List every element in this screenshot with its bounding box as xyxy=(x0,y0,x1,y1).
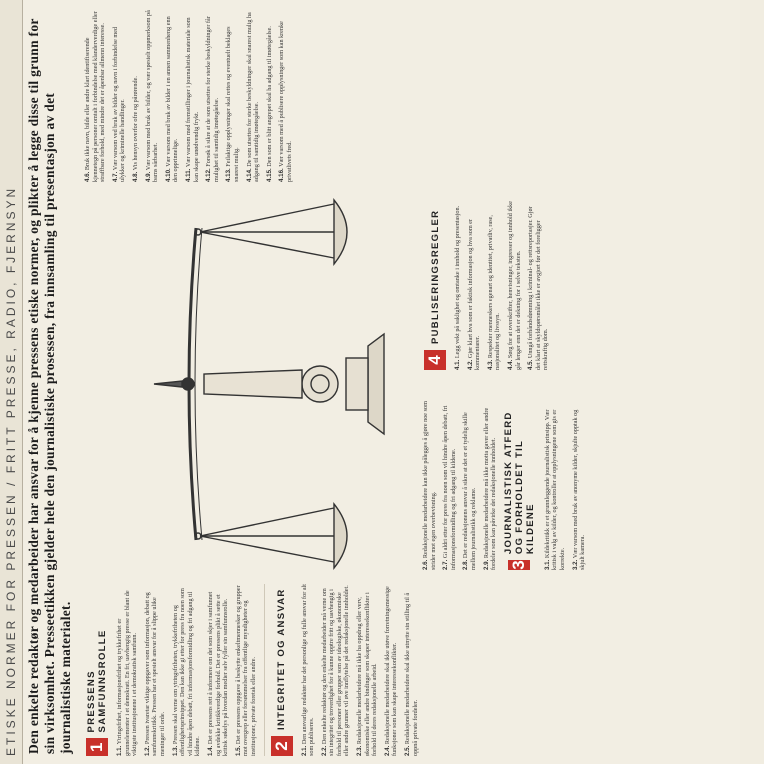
balance-scale-icon xyxy=(84,198,414,570)
rule-text: Det er pressens rett å informere om det som skjer i samfunnet og avdekke kritikkverdige forhold. Det er pressens plikt å sette et kritisk søkelys på hvordan medier selv fyller sin samfunnsrolle. xyxy=(206,591,230,756)
rule-paragraph xyxy=(301,584,316,756)
rule-number: 1.3. xyxy=(171,745,179,756)
rule-paragraph xyxy=(144,584,167,756)
divider xyxy=(264,584,265,756)
rule-paragraph xyxy=(454,198,462,370)
rule-text: Bruk ikke navn, bilde eller andre klart identifiserende kjennetegn på personer omtalt i forbindelse med klanderverdige eller straffbare forhold, med mindre det er åpenbar allmenn interesse. xyxy=(84,11,107,182)
rule-number: 2.6. xyxy=(422,559,429,570)
rule-number: 4.6. xyxy=(84,171,91,182)
rule-paragraph xyxy=(356,584,379,756)
rule-paragraph xyxy=(84,10,107,182)
rule-text: Vis hensyn overfor ofre og pårørende. xyxy=(131,76,139,172)
rule-number: 1.5. xyxy=(234,745,242,756)
rule-number: 4.14. xyxy=(245,168,253,182)
column-middle-a xyxy=(422,398,734,570)
header-stripe-text: ETISKE NORMER FOR PRESSEN / FRITT PRESSE, RADIO, FJERNSYN xyxy=(4,185,18,756)
rule-paragraph xyxy=(205,10,220,182)
rule-number: 4.8. xyxy=(131,171,139,182)
rule-text: Det er redaksjonens ansvar å sikre at det er et tydelig skille mellom journalistikk og reklame. xyxy=(462,412,477,570)
rule-number: 1.1. xyxy=(116,745,123,756)
rule-paragraph xyxy=(116,584,139,756)
rule-paragraph xyxy=(483,398,498,570)
section-number: 1 xyxy=(86,738,108,756)
rule-paragraph xyxy=(527,198,550,370)
rule-number: 4.3. xyxy=(486,359,494,370)
columns xyxy=(84,8,734,756)
rule-paragraph xyxy=(384,584,399,756)
rule-text: Sørg for at overskrifter, henvisninger, ingresser og innhold ikke går lenger enn det er dekning for i selve teksten. xyxy=(506,200,522,370)
rule-paragraph xyxy=(404,584,419,756)
rule-number: 2.4. xyxy=(383,745,391,756)
rule-number: 2.1. xyxy=(300,745,308,756)
rule-number: 2.5. xyxy=(404,745,412,756)
rule-number: 4.9. xyxy=(144,171,152,182)
section-title: PRESSENS SAMFUNNSROLLE xyxy=(86,629,108,733)
rule-paragraph xyxy=(132,10,140,182)
rule-number: 4.7. xyxy=(111,171,119,182)
rule-text: Vær varsom med bruk av bilder i en annen sammenheng enn den opprinnelige. xyxy=(164,16,180,182)
rule-text: Feilaktige opplysninger skal rettes og eventuelt beklages snarest mulig. xyxy=(225,26,240,182)
rule-number: 4.13. xyxy=(225,168,233,182)
rule-paragraph xyxy=(462,398,477,570)
rule-paragraph xyxy=(172,584,202,756)
rule-paragraph xyxy=(266,10,274,182)
rule-text: Vær varsom med bruk av bilder, og vær spesielt oppmerksom på barns sårbarhet. xyxy=(144,10,160,182)
rule-text: Redaksjonelle medarbeidere må ikke ha oppdrag eller verv, økonomiske eller andre bindinger som skaper interessekonflikter i forhold til deres redaksjonelle arbeid. xyxy=(356,592,379,756)
column-right xyxy=(84,10,734,182)
section-title: JOURNALISTISK ATFERD OG FORHOLDET TIL KILDENE xyxy=(502,411,536,555)
rule-text: Det er pressens oppgave å beskytte enkeltmennesker og grupper mot overgrep eller forsømmelser fra offentlige myndigheter og institusjoner, private foretak eller andre. xyxy=(234,585,257,756)
rule-number: 2.2. xyxy=(320,745,328,756)
rule-text: De som utsettes for sterke beskyldninger skal snarest mulig ha adgang til samtidig imøtegåelse. xyxy=(245,12,261,182)
rule-number: 4.1. xyxy=(454,359,461,370)
rule-text: Legg vekt på saklighet og omtanke i innhold og presentasjon. xyxy=(454,205,461,360)
rule-paragraph xyxy=(225,10,240,182)
rule-paragraph xyxy=(572,398,587,570)
rule-paragraph xyxy=(112,10,127,182)
rule-paragraph xyxy=(507,198,522,370)
rule-number: 4.12. xyxy=(205,168,213,182)
rule-text: Gjør klart hva som er faktisk informasjon og hva som er kommentarer. xyxy=(466,218,482,370)
rule-text: Redaksjonelle medarbeidere skal ikke utøve forretningsmessige funksjoner som kan skape interessekonflikter. xyxy=(383,586,399,756)
rule-number: 2.3. xyxy=(356,745,364,756)
rule-text: Ytringsfrihet, informasjonsfrihet og trykkefrihet er grunnelementer i et demokrati. En fri, uavhengig presse er blant de viktigste institusjonene i et demokratisk samfunn. xyxy=(116,590,139,756)
rule-number: 3.2. xyxy=(571,559,579,570)
rule-text: Forsøk å sikre at de som utsettes for sterke beskyldninger får mulighet til samtidig imøtegåelse. xyxy=(205,16,220,182)
rule-paragraph xyxy=(278,10,293,182)
rule-text: Pressen skal verne om ytringsfriheten, trykkefriheten og offentlighetsprinsippet. Den kan ikke gi etter for press fra noen som vil hindre åpen debatt, fri informasjonsformidling og fri adgang til kildene. xyxy=(171,588,202,756)
rule-number: 4.10. xyxy=(164,168,172,182)
rule-text: Pressen ivaretar viktige oppgaver som informasjon, debatt og samfunnskritikk. Pressen har et spesielt ansvar for å slippe ulike meninger til orde. xyxy=(143,592,166,756)
rule-paragraph xyxy=(165,10,180,182)
rule-number: 3.1. xyxy=(543,559,551,570)
rule-text: Respekter menneskers egenart og identitet, privatliv, rase, nasjonalitet og livssyn. xyxy=(486,215,502,370)
rule-text: Redaksjonelle medarbeidere må ikke motta gaver eller andre fordeler som kan påvirke det redaksjonelle innholdet. xyxy=(482,407,498,570)
section-number: 2 xyxy=(271,736,293,756)
scale-illustration xyxy=(84,198,414,570)
rule-paragraph xyxy=(487,198,502,370)
section-title: INTEGRITET OG ANSVAR xyxy=(276,588,287,730)
rule-paragraph xyxy=(422,398,437,570)
rule-number: 1.2. xyxy=(143,745,151,756)
rule-text: Vær varsom med bruk av anonyme kilder, skjulte opptak og skjult kamera. xyxy=(571,409,587,570)
rule-paragraph xyxy=(207,584,230,756)
rule-paragraph xyxy=(544,398,567,570)
rule-text: Den enkelte redaktør og den enkelte medarbeider må verne om sin integritet og troverdighet for å kunne opptre fritt og uavhengig i forhold til personer eller grupper som av ideologiske, økonomiske eller andre grunner vil øve innflytelse på det redaksjonelle innholdet. xyxy=(320,585,351,756)
section-number: 3 xyxy=(509,560,529,570)
section-title: PUBLISERINGSREGLER xyxy=(429,209,441,344)
rule-paragraph xyxy=(442,398,457,570)
rule-number: 4.16. xyxy=(278,168,286,182)
rule-number: 4.4. xyxy=(506,359,514,370)
rule-text: Redaksjonelle medarbeidere skal ikke utnytte sin stilling til å oppnå private fordeler. xyxy=(404,592,419,756)
section-heading-4 xyxy=(424,198,446,370)
intro-paragraph: Den enkelte redaktør og medarbeider har ansvar for å kjenne pressens etiske normer, og plikter å legge disse til grunn for sin virksomhet. Presseetikken gjelder hele den journalistiske prosessen, fra innsamling til presentasjon av det journalistiske materialet. xyxy=(26,18,73,754)
rule-text: Unngå forhåndsdømming i kriminal- og rettsreportasjer. Gjør det klart at skyldspørsmålet ikke er avgjort før det foreligger rettskraftig dom. xyxy=(527,206,550,370)
rule-text: Kildekritikk er et grunnleggende journalistisk prinsipp. Vær kritisk i valg av kilder, og kontroller at opplysningene som gis er korrekte. xyxy=(543,409,566,570)
rule-text: Redaksjonelle medarbeidere kan ikke pålegges å gjøre noe som strider mot egen overbevisning. xyxy=(422,401,437,570)
rule-paragraph xyxy=(235,584,258,756)
rule-number: 2.9. xyxy=(482,559,490,570)
rule-paragraph xyxy=(145,10,160,182)
rule-number: 2.8. xyxy=(462,559,470,570)
rule-number: 4.15. xyxy=(265,168,273,182)
section-heading-1 xyxy=(86,584,108,756)
rule-text: Vær varsom med å publisere opplysninger som kan krenke privatlivets fred. xyxy=(278,21,293,182)
rule-number: 4.2. xyxy=(466,359,474,370)
rule-text: Den som er blitt angrepet skal ha adgang til imøtegåelse. xyxy=(265,26,273,169)
rule-text: Gi aldri etter for press fra noen som vil hindre åpen debatt, fri informasjonsformidling og fri adgang til kildene. xyxy=(442,405,457,570)
rule-paragraph xyxy=(246,10,261,182)
header-stripe xyxy=(0,0,23,764)
rule-paragraph xyxy=(321,584,351,756)
section-number: 4 xyxy=(424,350,446,370)
rule-paragraph xyxy=(185,10,200,182)
rule-number: 1.4. xyxy=(206,745,214,756)
rule-paragraph xyxy=(467,198,482,370)
column-middle-b xyxy=(422,198,734,370)
rule-number: 4.5. xyxy=(527,359,535,370)
column-left xyxy=(84,584,734,756)
rule-number: 4.11. xyxy=(184,168,192,182)
section-heading-3 xyxy=(503,398,536,570)
section-heading-2 xyxy=(271,584,293,756)
rule-number: 2.7. xyxy=(442,559,450,570)
rule-text: Vær varsom med fremstillinger i journalistisk materiale som kan skape unødvendig frykt. xyxy=(184,17,200,182)
rule-text: Den ansvarlige redaktør har det personlige og fulle ansvar for alt som publiseres. xyxy=(300,584,316,756)
rule-text: Vær varsom ved bruk av bilder og navn i forbindelse med ulykker og kriminelle handlinger. xyxy=(111,26,127,182)
